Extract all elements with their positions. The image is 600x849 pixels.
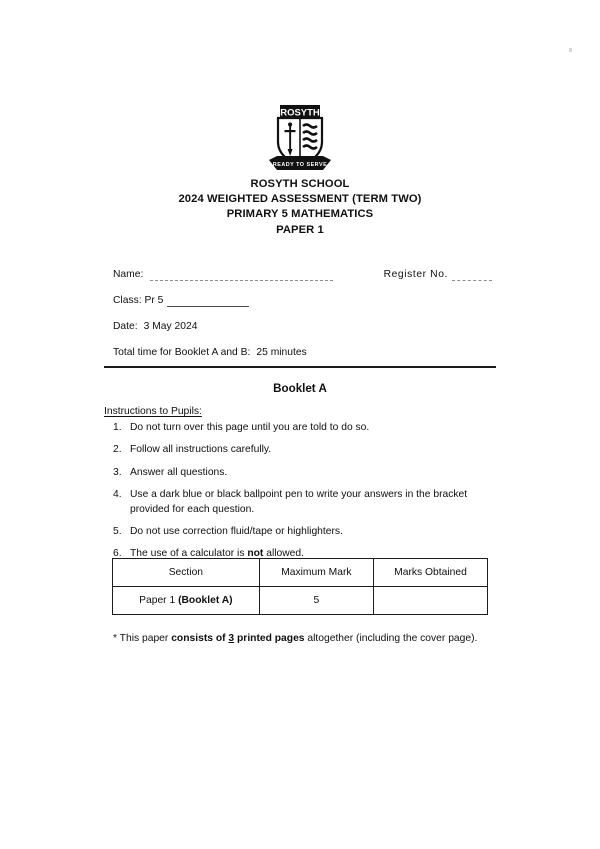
exam-header-titles xyxy=(0,177,600,238)
footnote-page-count: 3 xyxy=(228,633,235,644)
instruction-number: 2. xyxy=(113,444,122,456)
marks-summary-table xyxy=(112,558,488,615)
class-label: Class: xyxy=(113,295,142,306)
instruction-text: Use a dark blue or black ballpoint pen to write your answers in the bracket provided for each question. xyxy=(130,489,468,515)
cell-section-bold: (Booklet A) xyxy=(178,595,233,606)
section-divider xyxy=(104,366,496,368)
instruction-text: Do not turn over this page until you are told to do so. xyxy=(130,422,370,433)
header-line-school: ROSYTH SCHOOL xyxy=(250,178,350,190)
register-no-input[interactable] xyxy=(452,271,492,281)
instructions-list xyxy=(113,421,495,570)
instruction-number: 6. xyxy=(113,548,122,560)
header-line-subject: PRIMARY 5 MATHEMATICS xyxy=(226,208,374,221)
svg-text:ROSYTH: ROSYTH xyxy=(280,107,320,119)
cell-section xyxy=(113,587,260,615)
date-label: Date: xyxy=(113,321,138,332)
total-time-row xyxy=(113,346,492,372)
svg-text:READY TO SERVE: READY TO SERVE xyxy=(272,162,328,168)
instruction-number: 4. xyxy=(113,489,122,501)
instruction-text-post: allowed. xyxy=(263,548,304,560)
instruction-number: 1. xyxy=(113,422,122,433)
booklet-title: Booklet A xyxy=(273,382,327,395)
footnote-suffix: altogether (including the cover page). xyxy=(304,633,478,644)
column-header-marks-obtained: Marks Obtained xyxy=(374,559,488,587)
total-time-value: 25 minutes xyxy=(256,347,307,358)
cell-maximum-mark: 5 xyxy=(259,587,373,615)
footnote-bold-b: printed pages xyxy=(234,633,305,644)
date-value: 3 May 2024 xyxy=(143,321,198,332)
class-input[interactable] xyxy=(167,297,249,307)
school-crest-container xyxy=(0,104,600,174)
register-no-group xyxy=(384,268,492,281)
instruction-text: Follow all instructions carefully. xyxy=(130,444,272,456)
name-row xyxy=(113,268,492,294)
table-header-row xyxy=(113,559,488,587)
table-row xyxy=(113,587,488,615)
footnote-bold-a: consists of xyxy=(171,633,229,644)
instruction-text: Do not use correction fluid/tape or highlighters. xyxy=(130,526,343,538)
page-count-footnote xyxy=(113,632,500,646)
scan-artifact-speck xyxy=(569,48,572,52)
instruction-number: 3. xyxy=(113,466,122,478)
column-header-section: Section xyxy=(113,559,260,587)
column-header-maximum-mark: Maximum Mark xyxy=(259,559,373,587)
header-line-assessment: 2024 WEIGHTED ASSESSMENT (TERM TWO) xyxy=(178,193,422,206)
list-item xyxy=(113,488,495,517)
footnote-prefix: * This paper xyxy=(113,633,172,644)
cell-section-plain: Paper 1 xyxy=(139,595,179,606)
list-item xyxy=(113,466,495,480)
instruction-text: Answer all questions. xyxy=(130,466,228,478)
header-line-paper: PAPER 1 xyxy=(276,223,324,236)
total-time-label: Total time for Booklet A and B: xyxy=(113,347,251,358)
candidate-particulars xyxy=(113,268,492,372)
instruction-number: 5. xyxy=(113,526,122,538)
class-prefix: Pr 5 xyxy=(144,295,164,306)
list-item xyxy=(113,443,495,457)
list-item xyxy=(113,421,495,435)
register-no-label: Register No. xyxy=(383,269,448,280)
instruction-text-emphasis: not xyxy=(247,548,264,560)
name-input[interactable] xyxy=(150,271,333,281)
date-row xyxy=(113,320,492,346)
instructions-heading: Instructions to Pupils: xyxy=(104,406,202,417)
name-label: Name: xyxy=(113,269,144,280)
school-crest-icon xyxy=(267,104,333,174)
class-row xyxy=(113,294,492,320)
instruction-text-pre: The use of a calculator is xyxy=(130,548,248,560)
list-item xyxy=(113,525,495,539)
cell-marks-obtained[interactable] xyxy=(374,587,488,615)
